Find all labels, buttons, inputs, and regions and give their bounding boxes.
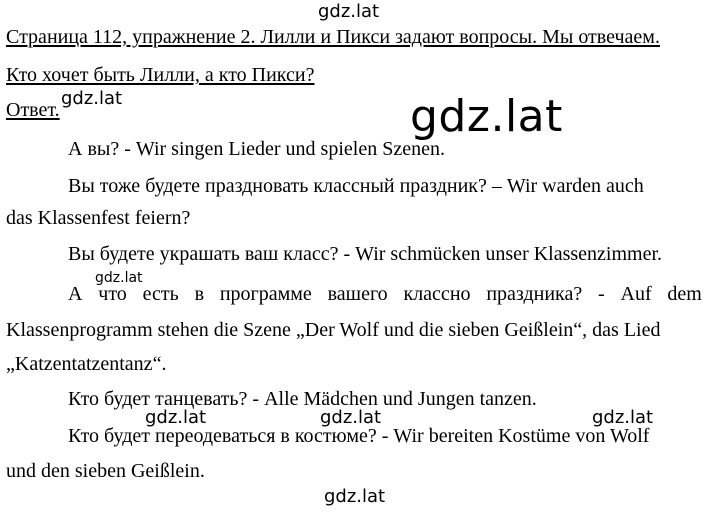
p4-word: dem: [667, 283, 702, 305]
watermark-bottom: gdz.lat: [324, 486, 386, 507]
watermark-mini: gdz.lat: [95, 270, 143, 286]
watermark-answer: gdz.lat: [61, 88, 123, 109]
p4-word: -: [598, 283, 605, 305]
watermark-large: gdz.lat: [410, 91, 563, 142]
p4-word: есть: [142, 283, 179, 305]
watermark-top: gdz.lat: [318, 1, 380, 22]
header-line-2: Кто хочет быть Лилли, а кто Пикси?: [6, 64, 315, 86]
paragraph-2-line-1: Вы тоже будете праздновать классный праздник? – Wir warden auch: [68, 175, 644, 197]
p4-word: А: [68, 283, 83, 305]
paragraph-4-line-2: Klassenprogramm stehen die Szene „Der Wolf und die sieben Geißlein“, das Lied: [6, 319, 661, 341]
paragraph-2-line-2: das Klassenfest feiern?: [6, 207, 191, 229]
paragraph-4-line-1: [68, 282, 702, 306]
paragraph-6-line-1: Кто будет переодеваться в костюме? - Wir bereiten Kostüme von Wolf: [68, 425, 650, 447]
answer-label: Ответ.: [6, 99, 60, 121]
header-line-1: Страница 112, упражнение 2. Лилли и Пикси задают вопросы. Мы отвечаем.: [6, 26, 660, 48]
p4-word: что: [98, 283, 127, 305]
paragraph-6-line-2: und den sieben Geißlein.: [6, 460, 205, 482]
watermark-row-3: gdz.lat: [592, 407, 654, 428]
p4-word: программе: [219, 283, 312, 305]
p4-word: в: [194, 283, 205, 305]
paragraph-4-line-3: „Katzentatzentanz“.: [6, 353, 167, 375]
watermark-row-1: gdz.lat: [145, 407, 207, 428]
p4-word: классно: [403, 283, 471, 305]
paragraph-1: А вы? - Wir singen Lieder und spielen Szenen.: [68, 138, 445, 160]
paragraph-5: Кто будет танцевать? - Alle Mädchen und Jungen tanzen.: [68, 388, 537, 410]
paragraph-3: Вы будете украшать ваш класс? - Wir schmücken unser Klassenzimmer.: [68, 243, 663, 265]
p4-word: вашего: [327, 283, 388, 305]
p4-word: праздника?: [486, 283, 583, 305]
watermark-row-2: gdz.lat: [320, 407, 382, 428]
p4-word: Auf: [620, 283, 652, 305]
